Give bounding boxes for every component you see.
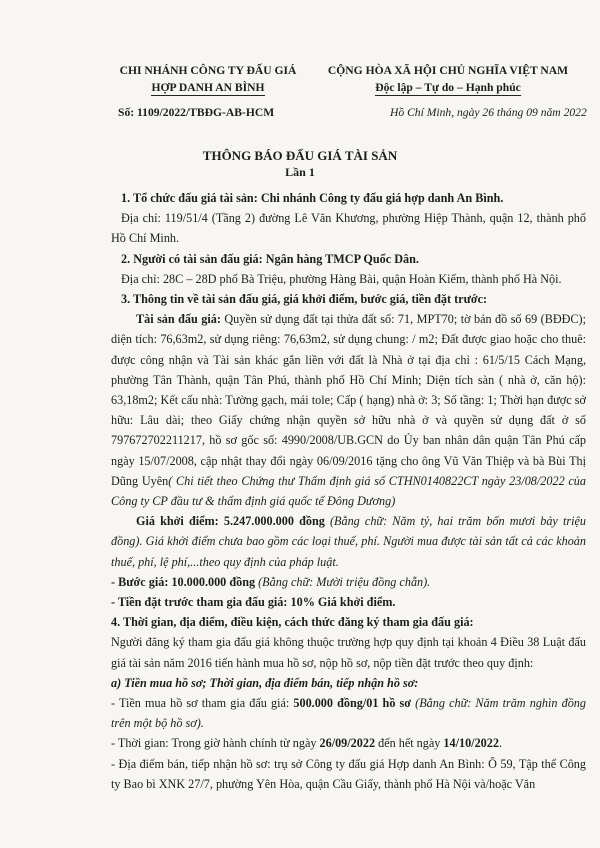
asset-label: Tài sản đấu giá:: [136, 312, 221, 327]
document-title: THÔNG BÁO ĐẤU GIÁ TÀI SẢN: [202, 148, 398, 163]
fee-prefix: - Tiền mua hồ sơ tham gia đấu giá:: [111, 696, 294, 711]
place-date: Hồ Chí Minh, ngày 26 tháng 09 năm 2022: [390, 106, 587, 119]
section-1-heading: 1. Tổ chức đấu giá tài sản: Chi nhánh Công ty đấu giá hợp danh An Bình.: [121, 191, 504, 205]
price-step-words: (Bằng chữ: Mười triệu đồng chẵn).: [255, 574, 431, 589]
sale-time: [111, 733, 586, 753]
section-2-heading: 2. Người có tài sản đấu giá: Ngân hàng TMCP Quốc Dân.: [121, 251, 419, 266]
document-number: Số: 1109/2022/TBĐG-AB-HCM: [118, 106, 275, 119]
deposit-line: - Tiền đặt trước tham gia đấu giá: 10% Giá khởi điểm.: [111, 595, 396, 610]
start-price: [111, 511, 586, 572]
time-mid: đến hết ngày: [375, 736, 444, 751]
fee-words: (Bằng chữ: Năm trăm nghìn đồng trên một bộ hồ sơ).: [111, 696, 586, 731]
price-step: [111, 572, 586, 592]
nation-motto: Độc lập – Tự do – Hạnh phúc: [375, 81, 521, 94]
start-price-words: (Bằng chữ: Năm tỷ, hai trăm bốn mươi bảy triệu đồng). Giá khởi điểm chưa bao gồm các loại thuế, phí. Người mua được tài sản tất cả các khoản thuế, phí, lệ phí,...theo quy định của pháp luật.: [111, 514, 586, 569]
sale-place: - Địa điểm bán, tiếp nhận hồ sơ: trụ sở Công ty đấu giá Hợp danh An Bình: Ô 59, Tập thể Công ty Bao bì XNK 27/7, phường Yên Hòa, quận Cầu Giấy, thành phố Hà Nội và/hoặc Văn: [111, 756, 586, 791]
subsection-a-heading: a) Tiền mua hồ sơ; Thời gian, địa điểm bán, tiếp nhận hồ sơ:: [111, 675, 419, 690]
asset-text: Quyền sử dụng đất tại thửa đất số: 71, MPT70; tờ bản đồ số 69 (BĐĐC); diện tích: 76,63m2, sử dụng riêng: 76,63m2, sử dụng chung: / m2; Đất được giao hoặc cho thuê: được công nhận và Tài sản khác gắn liền với đất là Nhà ở tại địa chỉ : 61/5/15 Cách Mạng, phường Tân Thành, quận Tân Phú, thành phố Hồ Chí Minh; Diện tích sàn ( nhà ở, căn hộ): 63,18m2; Kết cấu nhà: Tường gạch, mái tole; Cấp ( hạng) nhà ở: 3; Số tầng: 1; Thời hạn được sở hữu: Lâu dài; theo Giấy chứng nhận quyền sở hữu nhà ở và quyền sử dụng đất ở số 797672702211217, hồ sơ gốc số: 4990/2008/UB.GCN do Ủy ban nhân dân quận Tân Phú cấp ngày 15/07/2008, cập nhật thay đổi ngày 06/09/2016 tặng cho ông Vũ Văn Thiệp và bà Bùi Thị Dũng Uyên: [111, 312, 586, 488]
section-4-intro: Người đăng ký tham gia đấu giá không thuộc trường hợp quy định tại khoản 4 Điều 38 Luật đấu giá tài sản năm 2016 tiến hành mua hồ sơ, nộp hồ sơ, nộp tiền đặt trước theo quy định:: [111, 635, 586, 670]
section-1-address: Địa chỉ: 119/51/4 (Tầng 2) đường Lê Văn Khương, phường Hiệp Thành, quận 12, thành phố Hồ Chí Minh.: [111, 211, 586, 246]
organization-header: [108, 62, 308, 96]
document-subtitle: Lần 1: [285, 165, 315, 179]
document-body: [111, 188, 586, 794]
time-from: 26/09/2022: [319, 736, 376, 751]
fee-value: 500.000 đồng/01 hồ sơ: [293, 696, 412, 711]
nation-title: CỘNG HÒA XÃ HỘI CHỦ NGHĨA VIỆT NAM: [327, 64, 569, 77]
section-4-heading: 4. Thời gian, địa điểm, điều kiện, cách thức đăng ký tham gia đấu giá:: [111, 615, 474, 630]
national-header: [308, 62, 588, 96]
time-end: .: [498, 736, 502, 751]
price-step-label: - Bước giá: 10.000.000 đồng: [111, 574, 256, 589]
section-2-address: Địa chỉ: 28C – 28D phố Bà Triệu, phường Hàng Bài, quận Hoàn Kiếm, thành phố Hà Nội.: [121, 271, 562, 286]
time-to: 14/10/2022: [443, 736, 499, 751]
asset-description: [111, 309, 586, 511]
time-prefix: - Thời gian: Trong giờ hành chính từ ngày: [111, 736, 320, 751]
section-3-heading: 3. Thông tin về tài sản đấu giá, giá khởi điểm, bước giá, tiền đặt trước:: [121, 292, 488, 307]
org-name-line2: HỢP DANH AN BÌNH: [151, 81, 265, 94]
dossier-fee: [111, 693, 586, 733]
start-price-label: Giá khởi điểm: 5.247.000.000 đồng: [136, 514, 325, 529]
org-name-line1: CHI NHÁNH CÔNG TY ĐẤU GIÁ: [119, 64, 297, 77]
asset-appraisal-note: ( Chi tiết theo Chứng thư Thẩm định giá số CTHN0140822CT ngày 23/08/2022 của Công ty CP đầu tư & thẩm định giá quốc tế Đông Dương): [111, 473, 586, 509]
